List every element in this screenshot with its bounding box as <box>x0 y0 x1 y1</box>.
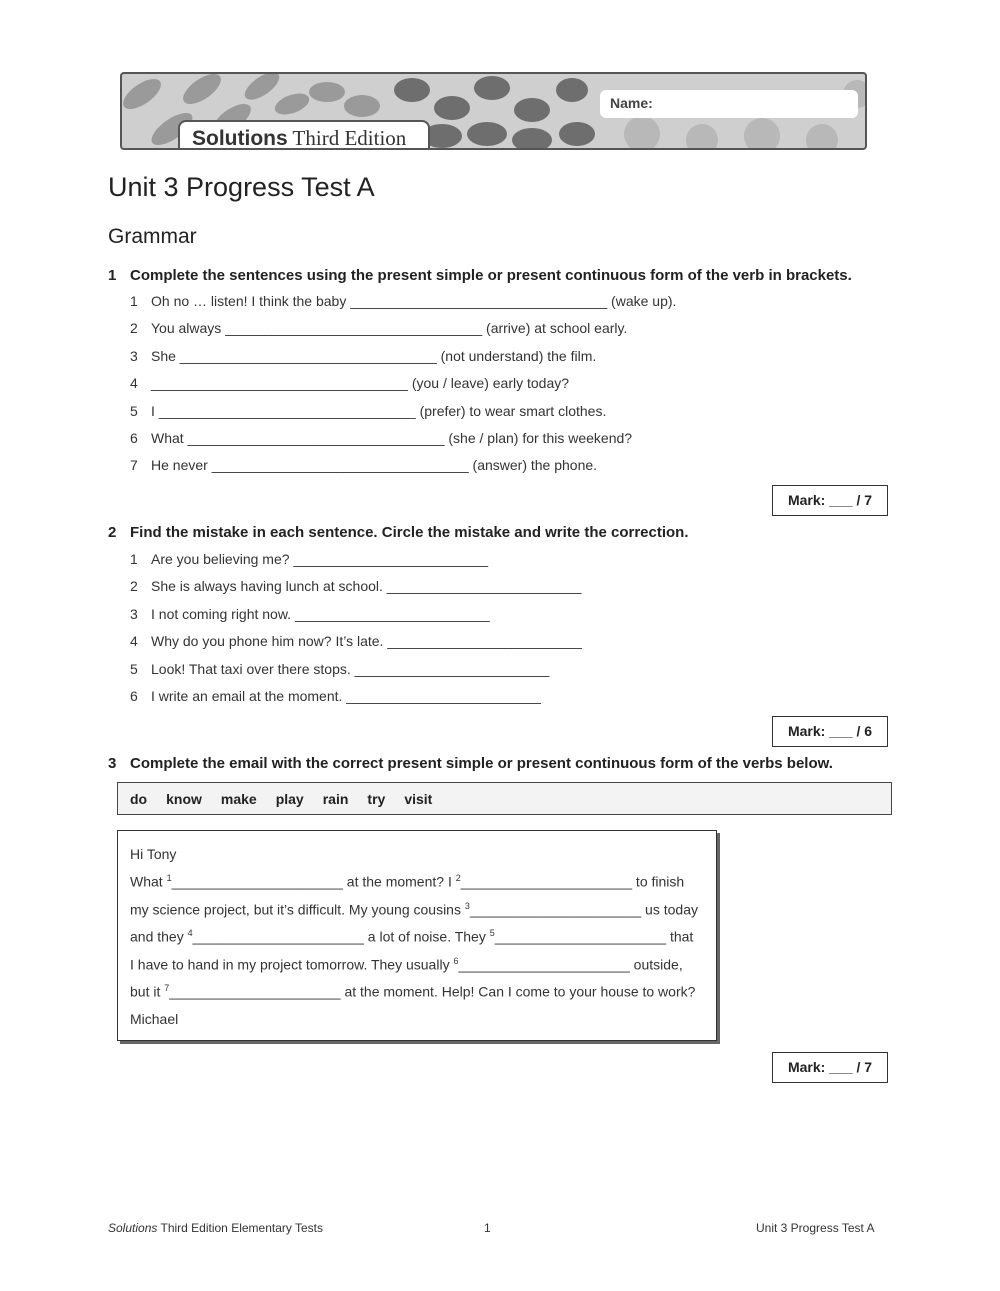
footer-brand: Solutions <box>108 1221 158 1235</box>
q3-instruction: Complete the email with the correct present simple or present continuous form of the verbs below. <box>130 755 833 772</box>
email-text: ______________________ at the moment? I <box>171 873 456 890</box>
email-text: but it <box>130 983 165 1000</box>
item-number: 4 <box>130 633 138 649</box>
email-signoff: Michael <box>130 1011 179 1027</box>
brand-bold: Solutions <box>192 127 288 150</box>
email-greeting: Hi Tony <box>130 846 177 862</box>
word-bank-item: play <box>275 790 304 807</box>
item-text: _________________________________ (you / leave) early today? <box>151 375 570 391</box>
item-number: 3 <box>130 606 138 622</box>
word-bank-item: know <box>166 790 202 807</box>
gap-number: 4 <box>187 928 193 938</box>
email-line[interactable] <box>130 956 683 973</box>
email-text: What <box>130 873 167 890</box>
word-bank <box>117 782 892 815</box>
name-label: Name: <box>610 95 653 111</box>
word-bank-item: make <box>220 790 257 807</box>
item-number: 1 <box>130 551 138 567</box>
q3-number: 3 <box>108 755 117 772</box>
page-number: 1 <box>484 1221 491 1235</box>
gap-number: 7 <box>164 983 170 993</box>
gap-number: 5 <box>489 928 495 938</box>
email-text: and they <box>130 928 188 945</box>
q1-heading <box>108 267 852 284</box>
q1-item[interactable] <box>130 430 632 446</box>
email-text: my science project, but it’s difficult. My young cousins <box>130 901 465 918</box>
q1-mark-box[interactable]: Mark: ___ / 7 <box>772 485 888 516</box>
brand-rest: Third Edition <box>287 126 407 150</box>
q2-item[interactable] <box>130 606 490 622</box>
item-number: 5 <box>130 661 138 677</box>
item-text: Oh no … listen! I think the baby _________________________________ (wake up). <box>151 293 677 309</box>
brand-tab <box>178 120 430 150</box>
brand-logo <box>192 126 406 150</box>
item-text: Look! That taxi over there stops. _________________________ <box>151 661 550 677</box>
email-text: ______________________ us today <box>469 901 698 918</box>
header-banner <box>120 72 867 150</box>
gap-number: 6 <box>453 956 459 966</box>
footer-series: Third Edition Elementary Tests <box>157 1221 324 1235</box>
footer-left <box>108 1221 323 1235</box>
item-text: I _________________________________ (prefer) to wear smart clothes. <box>151 403 607 419</box>
item-text: You always _________________________________ (arrive) at school early. <box>151 320 628 336</box>
q2-heading <box>108 524 689 541</box>
q2-item[interactable] <box>130 661 549 677</box>
q3-heading <box>108 755 833 772</box>
email-text: ______________________ that <box>494 928 694 945</box>
item-number: 7 <box>130 457 138 473</box>
q1-number: 1 <box>108 267 117 284</box>
item-number: 2 <box>130 320 138 336</box>
page-title: Unit 3 Progress Test A <box>108 172 375 202</box>
q1-instruction: Complete the sentences using the present simple or present continuous form of the verb in brackets. <box>130 267 852 284</box>
item-number: 3 <box>130 348 138 364</box>
email-text: I have to hand in my project tomorrow. They usually <box>130 956 454 973</box>
q2-item[interactable] <box>130 551 488 567</box>
item-text: Are you believing me? _________________________ <box>151 551 489 567</box>
q2-number: 2 <box>108 524 117 541</box>
item-text: I write an email at the moment. _________________________ <box>151 688 541 704</box>
email-line[interactable] <box>130 983 695 1000</box>
word-bank-item: do <box>130 790 148 807</box>
email-text: ______________________ to finish <box>460 873 685 890</box>
q1-item[interactable] <box>130 375 569 391</box>
item-number: 5 <box>130 403 138 419</box>
item-number: 6 <box>130 688 138 704</box>
q1-item[interactable] <box>130 293 676 309</box>
gap-number: 2 <box>455 873 461 883</box>
item-text: She _________________________________ (not understand) the film. <box>151 348 597 364</box>
q1-item[interactable] <box>130 457 597 473</box>
word-bank-item: try <box>367 790 386 807</box>
q1-item[interactable] <box>130 320 627 336</box>
name-field[interactable] <box>600 90 858 118</box>
email-text: ______________________ a lot of noise. They <box>192 928 490 945</box>
email-line[interactable] <box>130 928 693 945</box>
item-number: 6 <box>130 430 138 446</box>
word-bank-item: rain <box>322 790 349 807</box>
email-line[interactable] <box>130 873 684 890</box>
q3-mark-box[interactable]: Mark: ___ / 7 <box>772 1052 888 1083</box>
q2-item[interactable] <box>130 633 582 649</box>
email-line[interactable] <box>130 901 698 918</box>
q1-item[interactable] <box>130 348 596 364</box>
item-number: 1 <box>130 293 138 309</box>
q2-item[interactable] <box>130 578 581 594</box>
gap-number: 1 <box>166 873 172 883</box>
q1-item[interactable] <box>130 403 606 419</box>
item-text: What _________________________________ (she / plan) for this weekend? <box>151 430 633 446</box>
gap-number: 3 <box>464 901 470 911</box>
item-text: Why do you phone him now? It’s late. _________________________ <box>151 633 582 649</box>
item-text: She is always having lunch at school. _________________________ <box>151 578 582 594</box>
item-text: I not coming right now. _________________________ <box>151 606 490 622</box>
section-title: Grammar <box>108 225 197 248</box>
email-box <box>117 830 717 1041</box>
word-bank-item: visit <box>404 790 433 807</box>
item-number: 2 <box>130 578 138 594</box>
email-text: ______________________ at the moment. Help! Can I come to your house to work? <box>169 983 696 1000</box>
q2-item[interactable] <box>130 688 541 704</box>
email-text: ______________________ outside, <box>458 956 683 973</box>
q2-mark-box[interactable]: Mark: ___ / 6 <box>772 716 888 747</box>
footer-right: Unit 3 Progress Test A <box>756 1221 875 1235</box>
q2-instruction: Find the mistake in each sentence. Circle the mistake and write the correction. <box>130 524 689 541</box>
item-text: He never _________________________________ (answer) the phone. <box>151 457 598 473</box>
item-number: 4 <box>130 375 138 391</box>
